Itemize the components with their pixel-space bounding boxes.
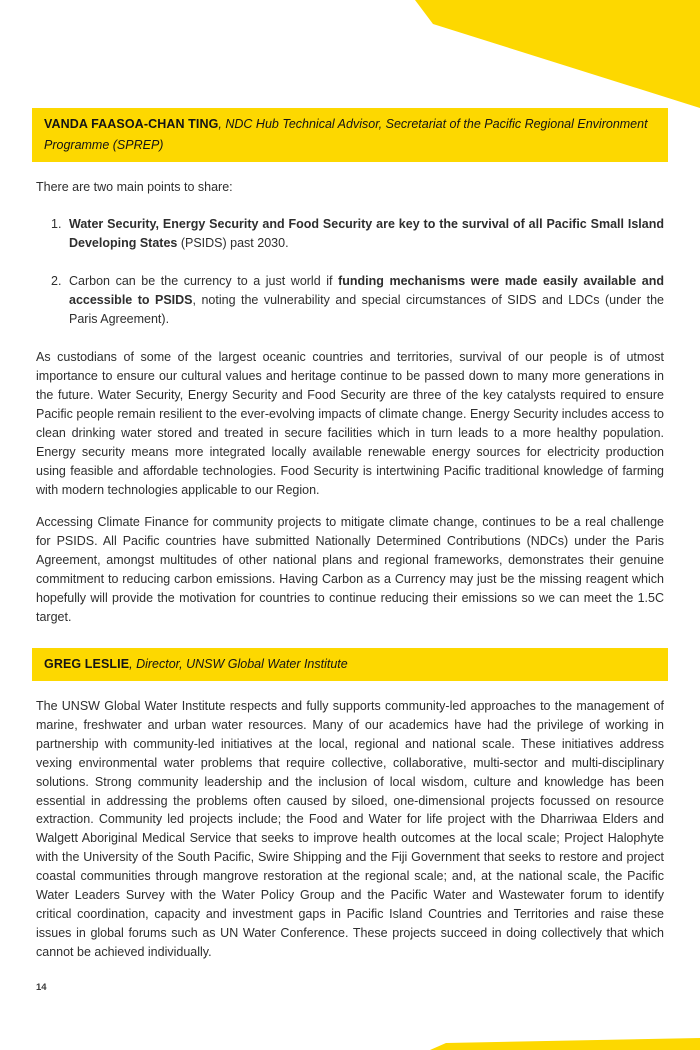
- bottom-right-accent-shape: [430, 1038, 700, 1050]
- page-number: 14: [36, 982, 47, 993]
- key-points-list: [32, 215, 668, 329]
- list-item: [32, 272, 668, 329]
- list-item-bold-text: Water Security, Energy Security and Food Security are key to the survival of all Pacific Small Island Developing States: [69, 217, 664, 250]
- list-item-text: [69, 215, 668, 253]
- paragraph-custodians: As custodians of some of the largest oceanic countries and territories, survival of our people is of utmost importance to ensure our cultural values and heritage continue to be passed down to many more generations in the future. Water Security, Energy Security and Food Security are three of the key catalysts required to ensure Pacific people remain resilient to the ever-evolving impacts of climate change. Energy Security includes access to clean drinking water stored and treated in secure facilities which in turn leads to a more healthy population. Energy security means more integrated locally available renewable energy sources for electricity production using feasible and affordable technologies. Food Security is intertwining Pacific traditional knowledge of farming with modern technologies applicable to our Region.: [36, 350, 664, 497]
- paragraph-unsw: The UNSW Global Water Institute respects and fully supports community-led approaches to the management of marine, freshwater and urban water resources. Many of our academics have had the privilege of working in partnership with community-led initiatives at the local, regional and national scale. These initiatives address vexing environmental water problems that require collective, collaborative, multi-sector and multi-disciplinary solutions. Strong community leadership and the inclusion of local wisdom, culture and knowledge has been essential in addressing the problems often caused by siloed, one-dimensional projects focussed on resource extraction. Community led projects include; the Food and Water for life project with the Dharriwaa Elders and Walgett Aboriginal Medical Service that seeks to improve health outcomes at the local scale; Project Halophyte with the University of the South Pacific, Swire Shipping and the Fiji Government that seeks to restore and project coastal communities through mangrove restoration at the regional scale; and, at the national scale, the Pacific Water Leaders Survey with the Water Policy Group and the Pacific Water and Wastewater forum to identify critical coordination, capacity and investment gaps in Pacific Island Countries and Territories and raise these issues in global forums such as UN Water Conference. These projects succeed in doing collectively that which cannot be achieved individually.: [36, 699, 664, 959]
- speaker-title: , NDC Hub Technical Advisor, Secretariat of the Pacific Regional Environment Programme (SPREP): [44, 117, 648, 152]
- list-item-pre-text: Carbon can be the currency to a just world if: [69, 274, 339, 288]
- list-item-rest-text: (PSIDS) past 2030.: [177, 236, 289, 250]
- list-item-rest-text: , noting the vulnerability and special circumstances of SIDS and LDCs (under the Paris Agreement).: [69, 293, 664, 326]
- list-item: [32, 215, 668, 253]
- list-item-bold-text: funding mechanisms were made easily available and accessible to PSIDS: [69, 274, 664, 307]
- top-right-accent-shape: [415, 0, 700, 108]
- page-content: [32, 108, 668, 962]
- paragraph-climate-finance: Accessing Climate Finance for community projects to mitigate climate change, continues to be a real challenge for PSIDS. All Pacific countries have submitted Nationally Determined Contributions (NDCs) under the Paris Agreement, amongst multitudes of other national plans and regional frameworks, demonstrates their genuine commitment to reducing carbon emissions. Having Carbon as a Currency may just be the missing reagent which hopefully will provide the motivation for countries to continue reducing their emissions so we can meet the 1.5C target.: [36, 515, 664, 624]
- intro-text: There are two main points to share:: [36, 180, 233, 194]
- list-item-number: 1.: [51, 217, 62, 231]
- list-item-text: [69, 272, 668, 329]
- speaker-title: , Director, UNSW Global Water Institute: [129, 657, 348, 671]
- speaker-header-greg: [32, 648, 668, 681]
- speaker-header-vanda: [32, 108, 668, 162]
- list-item-number: 2.: [51, 274, 62, 288]
- speaker-name: GREG LESLIE: [44, 657, 130, 671]
- speaker-name: VANDA FAASOA-CHAN TING: [44, 117, 219, 131]
